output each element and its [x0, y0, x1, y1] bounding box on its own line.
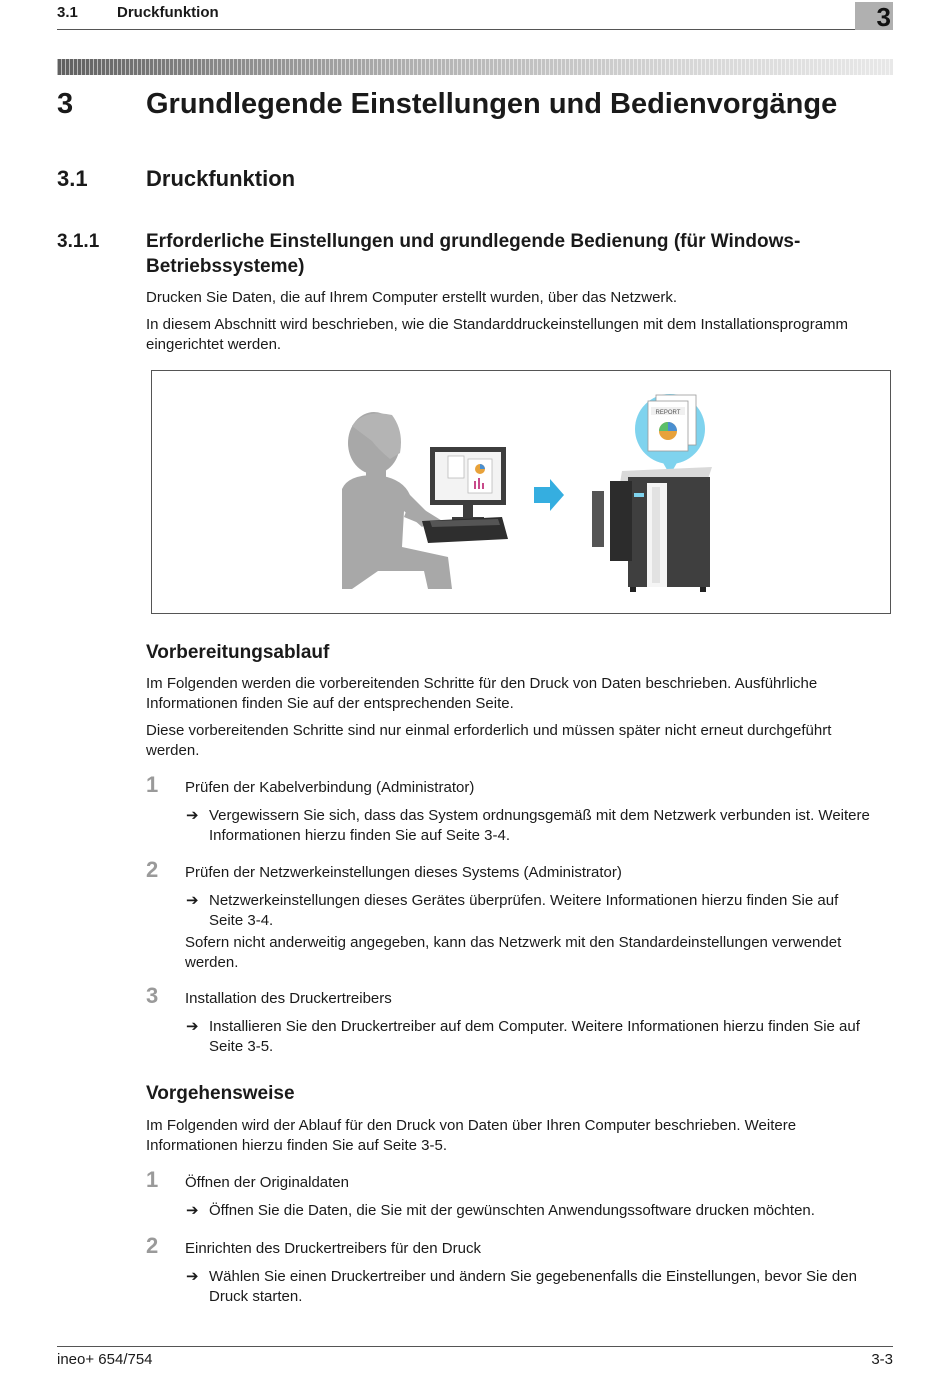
illustration-svg — [152, 371, 892, 615]
decorative-bar — [57, 59, 893, 75]
print-workflow-illustration — [151, 370, 891, 614]
footer-rule — [57, 1346, 893, 1347]
section-number: 3.1 — [57, 166, 88, 191]
arrow-right-icon: ➔ — [186, 892, 199, 909]
prep-step-2-instruction-line-2: Seite 3-4. — [209, 912, 274, 929]
intro-paragraph-2-line-1: In diesem Abschnitt wird beschrieben, wie die Standarddruckeinstellungen mit dem Installationsprogramm — [146, 316, 849, 333]
prep-step-2-note-line-1: Sofern nicht anderweitig angegeben, kann das Netzwerk mit den Standardeinstellungen verwendet — [185, 934, 842, 951]
computer-monitor-icon — [430, 447, 506, 521]
procedure-step-1-number: 1 — [146, 1167, 159, 1192]
running-header-section-number: 3.1 — [57, 4, 78, 21]
running-header-section-title: Druckfunktion — [117, 4, 219, 21]
procedure-step-2-number: 2 — [146, 1233, 159, 1258]
procedure-step-2-instruction-line-1: Wählen Sie einen Druckertreiber und ändern Sie gegebenenfalls die Einstellungen, bevor Sie den — [209, 1268, 857, 1285]
prep-step-1-instruction — [209, 806, 899, 846]
prep-heading: Vorbereitungsablauf — [146, 642, 330, 663]
prep-step-1-instruction-line-2: Informationen hierzu finden Sie auf Seite 3-4. — [209, 827, 511, 844]
prep-step-2-note-line-2: werden. — [185, 954, 239, 971]
chapter-tab: 3 — [855, 2, 893, 30]
subsection-title-line-2: Betriebssysteme) — [146, 256, 305, 277]
prep-paragraph-1 — [146, 674, 896, 714]
subsection-title — [146, 229, 800, 279]
prep-step-2-instruction — [209, 891, 899, 931]
procedure-paragraph-1-line-1: Im Folgenden wird der Ablauf für den Druck von Daten über Ihren Computer beschrieben. Weitere — [146, 1117, 797, 1134]
subsection-title-line-1: Erforderliche Einstellungen und grundlegende Bedienung (für Windows- — [146, 231, 801, 252]
intro-paragraph-2-line-2: eingerichtet werden. — [146, 336, 282, 353]
procedure-step-2-instruction — [209, 1267, 899, 1307]
prep-step-3-number: 3 — [146, 983, 159, 1008]
arrow-right-icon: ➔ — [186, 1268, 199, 1285]
prep-paragraph-1-line-2: Informationen finden Sie auf der entsprechenden Seite. — [146, 695, 514, 712]
transfer-arrow-icon — [534, 479, 564, 511]
prep-step-2-number: 2 — [146, 857, 159, 882]
prep-paragraph-2-line-2: werden. — [146, 742, 200, 759]
header-rule — [57, 29, 855, 30]
prep-step-1-instruction-line-1: Vergewissern Sie sich, dass das System ordnungsgemäß mit dem Netzwerk verbunden ist. Weitere — [209, 807, 870, 824]
prep-step-1-title: Prüfen der Kabelverbindung (Administrator) — [185, 779, 475, 796]
arrow-right-icon: ➔ — [186, 807, 199, 824]
keyboard-icon — [422, 517, 508, 543]
procedure-step-2-instruction-line-2: Druck starten. — [209, 1288, 303, 1305]
footer-page-number: 3-3 — [871, 1351, 893, 1368]
prep-step-3-title: Installation des Druckertreibers — [185, 990, 392, 1007]
prep-step-3-instruction-line-1: Installieren Sie den Druckertreiber auf dem Computer. Weitere Informationen hierzu finden Sie auf — [209, 1018, 860, 1035]
arrow-right-icon: ➔ — [186, 1202, 199, 1219]
prep-step-2-title: Prüfen der Netzwerkeinstellungen dieses Systems (Administrator) — [185, 864, 622, 881]
prep-step-3-instruction-line-2: Seite 3-5. — [209, 1038, 274, 1055]
prep-paragraph-2 — [146, 721, 896, 761]
prep-step-2-note — [185, 933, 895, 973]
procedure-paragraph-1 — [146, 1116, 896, 1156]
section-title: Druckfunktion — [146, 166, 296, 191]
procedure-step-1-instruction: Öffnen Sie die Daten, die Sie mit der gewünschten Anwendungssoftware drucken möchten. — [209, 1202, 815, 1219]
intro-paragraph-2 — [146, 315, 896, 355]
chapter-number: 3 — [57, 88, 74, 120]
intro-paragraph-1: Drucken Sie Daten, die auf Ihrem Computer erstellt wurden, über das Netzwerk. — [146, 289, 678, 306]
prep-paragraph-2-line-1: Diese vorbereitenden Schritte sind nur einmal erforderlich und müssen später nicht erneut durchgeführt — [146, 722, 832, 739]
prep-step-3-instruction — [209, 1017, 899, 1057]
prep-paragraph-1-line-1: Im Folgenden werden die vorbereitenden Schritte für den Druck von Daten beschrieben. Ausführliche — [146, 675, 818, 692]
prep-step-1-number: 1 — [146, 772, 159, 797]
printed-report-bubble-icon — [635, 394, 705, 475]
chapter-title: Grundlegende Einstellungen und Bedienvorgänge — [146, 88, 838, 120]
multifunction-printer-icon — [592, 467, 712, 592]
report-label: REPORT — [655, 410, 681, 416]
procedure-step-1-title: Öffnen der Originaldaten — [185, 1174, 349, 1191]
running-header — [57, 4, 219, 21]
arrow-right-icon: ➔ — [186, 1018, 199, 1035]
subsection-number: 3.1.1 — [57, 231, 100, 252]
procedure-heading: Vorgehensweise — [146, 1083, 295, 1104]
prep-step-2-instruction-line-1: Netzwerkeinstellungen dieses Gerätes überprüfen. Weitere Informationen hierzu finden Sie auf — [209, 892, 839, 909]
procedure-paragraph-1-line-2: Informationen hierzu finden Sie auf Seite 3-5. — [146, 1137, 448, 1154]
procedure-step-2-title: Einrichten des Druckertreibers für den Druck — [185, 1240, 481, 1257]
footer-model: ineo+ 654/754 — [57, 1351, 153, 1368]
